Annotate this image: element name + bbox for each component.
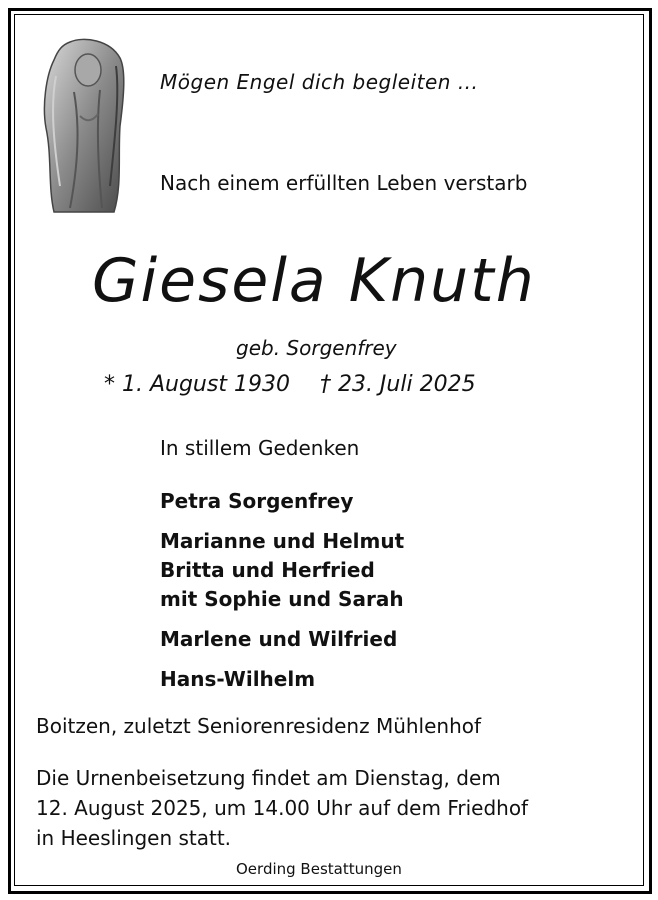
birth-date: * 1. August 1930 [104,372,290,397]
mourner-name: Marianne und Helmut [160,529,405,553]
residence-text: Boitzen, zuletzt Seniorenresidenz Mühlenhof [36,714,482,738]
motto: Mögen Engel dich begleiten ... [160,70,479,94]
undertaker-credit: Oerding Bestattungen [236,860,402,878]
mourner-name: Petra Sorgenfrey [160,489,354,513]
mourner-group [160,487,404,516]
burial-line: 12. August 2025, um 14.00 Uhr auf dem Friedhof [36,796,529,820]
life-dates [104,372,476,397]
burial-line: in Heeslingen statt. [36,826,232,850]
birth-name: geb. Sorgenfrey [236,336,397,360]
angel-figure-icon [40,36,128,216]
deceased-name: Giesela Knuth [92,246,536,316]
remembrance-text: In stillem Gedenken [160,436,360,460]
mourner-name: mit Sophie und Sarah [160,587,404,611]
burial-notice [36,763,596,853]
mourners-list [160,487,404,705]
death-date: † 23. Juli 2025 [319,372,476,397]
mourner-name: Britta und Herfried [160,558,375,582]
mourner-name: Marlene und Wilfried [160,627,398,651]
mourner-group [160,665,404,694]
intro-text: Nach einem erfüllten Leben verstarb [160,171,528,195]
mourner-group [160,625,404,654]
burial-line: Die Urnenbeisetzung findet am Dienstag, dem [36,766,501,790]
mourner-group [160,527,404,614]
mourner-name: Hans-Wilhelm [160,667,316,691]
